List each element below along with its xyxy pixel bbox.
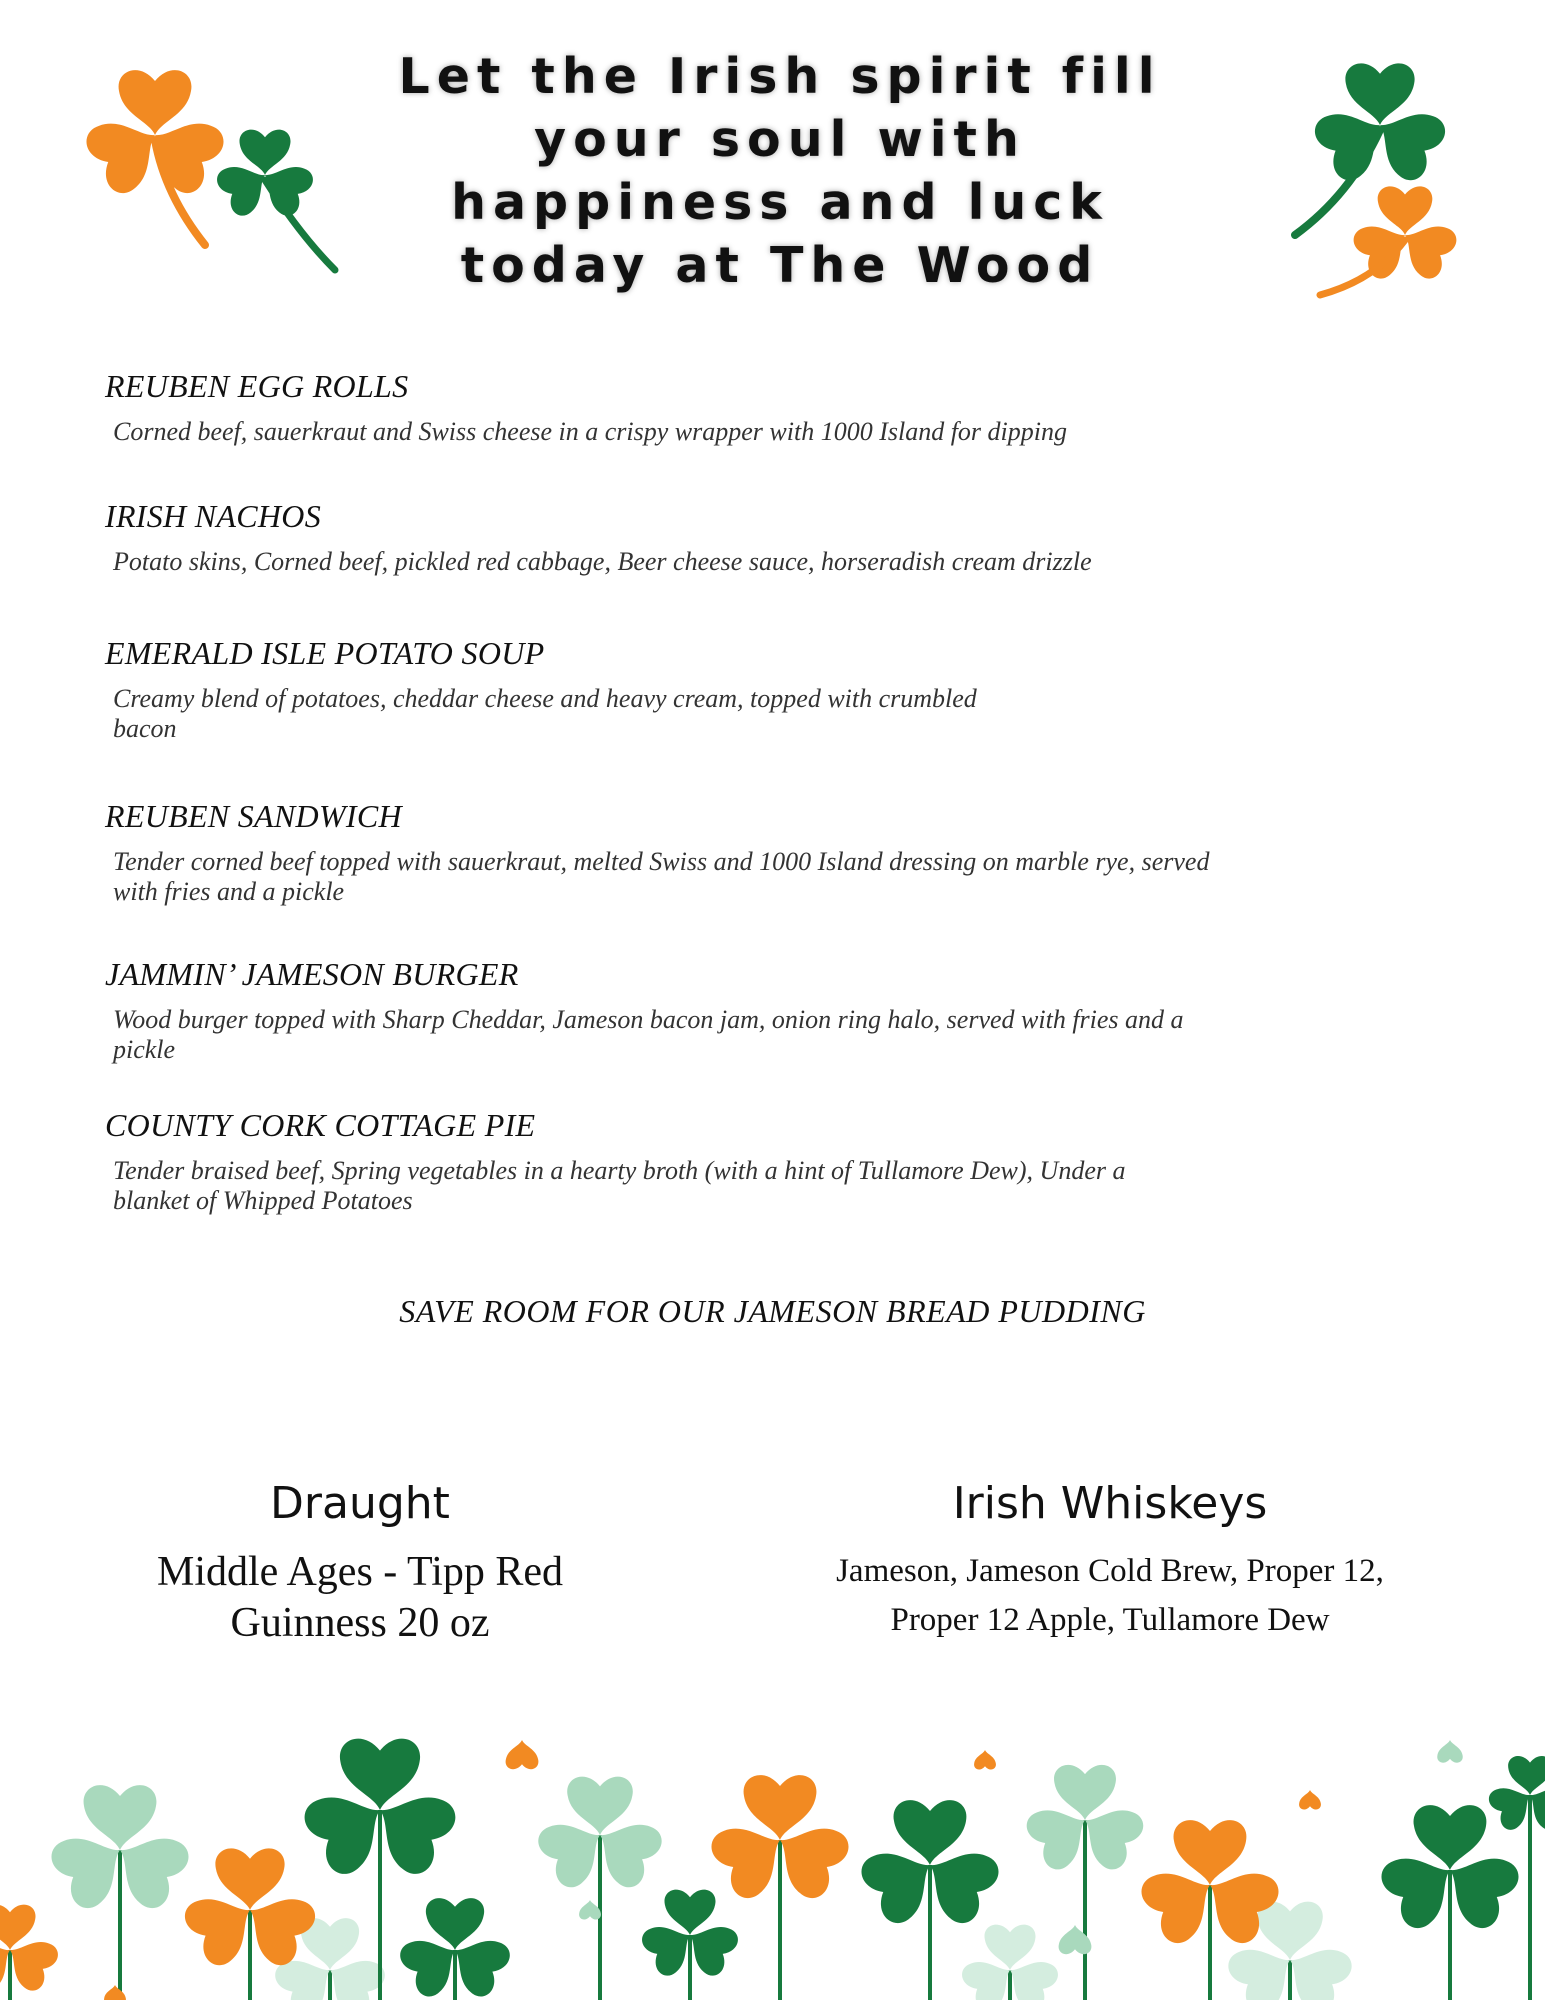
- whiskeys-section: [800, 1478, 1420, 1645]
- menu-item-title: COUNTY CORK COTTAGE PIE: [105, 1107, 536, 1143]
- menu-item: [105, 1107, 1255, 1216]
- menu-item: [105, 635, 1255, 744]
- description-line: Creamy blend of potatoes, cheddar cheese and heavy cream, topped with crumbled: [113, 684, 977, 713]
- menu-item-description: [113, 1156, 1255, 1216]
- description-line: Corned beef, sauerkraut and Swiss cheese in a crispy wrapper with 1000 Island for dipping: [113, 417, 1068, 446]
- green-shamrock-icon: [200, 100, 360, 280]
- whiskey-line: Jameson, Jameson Cold Brew, Proper 12,: [836, 1553, 1384, 1589]
- menu-item: [105, 498, 1255, 577]
- description-line: blanket of Whipped Potatoes: [113, 1186, 413, 1215]
- shamrock-icon: [46, 1785, 195, 2000]
- orange-shamrock-icon: [1310, 165, 1490, 325]
- heart-icon: [104, 1985, 126, 2000]
- title-line: happiness and luck: [451, 174, 1109, 231]
- heart-icon: [579, 1900, 601, 1919]
- title-line: your soul with: [534, 111, 1026, 168]
- shamrock-icon: [1376, 1805, 1525, 2000]
- menu-item: [105, 798, 1255, 907]
- title-line: Let the Irish spirit fill: [398, 48, 1162, 105]
- heart-icon: [1299, 1790, 1321, 1809]
- shamrock-icon: [638, 1890, 742, 2000]
- description-line: bacon: [113, 714, 177, 743]
- menu-item-title: REUBEN SANDWICH: [105, 798, 402, 834]
- menu-item: [105, 368, 1255, 447]
- description-line: Tender corned beef topped with sauerkraut, melted Swiss and 1000 Island dressing on marble rye, served: [113, 847, 1210, 876]
- shamrock-border: [0, 1700, 1545, 2000]
- draught-line: Middle Ages - Tipp Red: [156, 1549, 564, 1595]
- draught-line: Guinness 20 oz: [230, 1600, 490, 1646]
- shamrock-icon: [395, 1898, 514, 2000]
- page-title: [380, 45, 1180, 297]
- heart-icon: [506, 1740, 539, 1769]
- draught-section: [50, 1478, 670, 1649]
- whiskey-line: Proper 12 Apple, Tullamore Dew: [890, 1602, 1330, 1638]
- menu-item-title: EMERALD ISLE POTATO SOUP: [105, 635, 545, 671]
- menu-item-description: [113, 547, 1255, 577]
- description-line: Wood burger topped with Sharp Cheddar, Jameson bacon jam, onion ring halo, served with fries and a: [113, 1005, 1184, 1034]
- shamrock-icon: [958, 1925, 1062, 2000]
- menu-item-title: REUBEN EGG ROLLS: [105, 368, 409, 404]
- menu-item: [105, 956, 1255, 1065]
- shamrock-icon: [0, 1905, 62, 2000]
- menu-item-description: [113, 417, 1255, 447]
- title-line: today at The Wood: [460, 237, 1100, 294]
- menu-item-title: IRISH NACHOS: [105, 498, 322, 534]
- draught-heading: Draught: [270, 1478, 450, 1529]
- dessert-note: SAVE ROOM FOR OUR JAMESON BREAD PUDDING: [399, 1293, 1146, 1329]
- menu-item-description: [113, 1005, 1255, 1065]
- whiskeys-heading: Irish Whiskeys: [952, 1478, 1268, 1529]
- description-line: Tender braised beef, Spring vegetables in a hearty broth (with a hint of Tullamore Dew), Under a: [113, 1156, 1126, 1185]
- description-line: with fries and a pickle: [113, 877, 345, 906]
- menu-item-title: JAMMIN’ JAMESON BURGER: [105, 956, 519, 992]
- shamrock-icon: [533, 1777, 667, 2000]
- menu-item-description: [113, 684, 1255, 744]
- description-line: Potato skins, Corned beef, pickled red cabbage, Beer cheese sauce, horseradish cream drizzle: [113, 547, 1092, 576]
- shamrock-icon: [706, 1775, 855, 2000]
- heart-icon: [1437, 1740, 1463, 1763]
- menu-item-description: [113, 847, 1255, 907]
- heart-icon: [974, 1750, 996, 1769]
- description-line: pickle: [113, 1035, 176, 1064]
